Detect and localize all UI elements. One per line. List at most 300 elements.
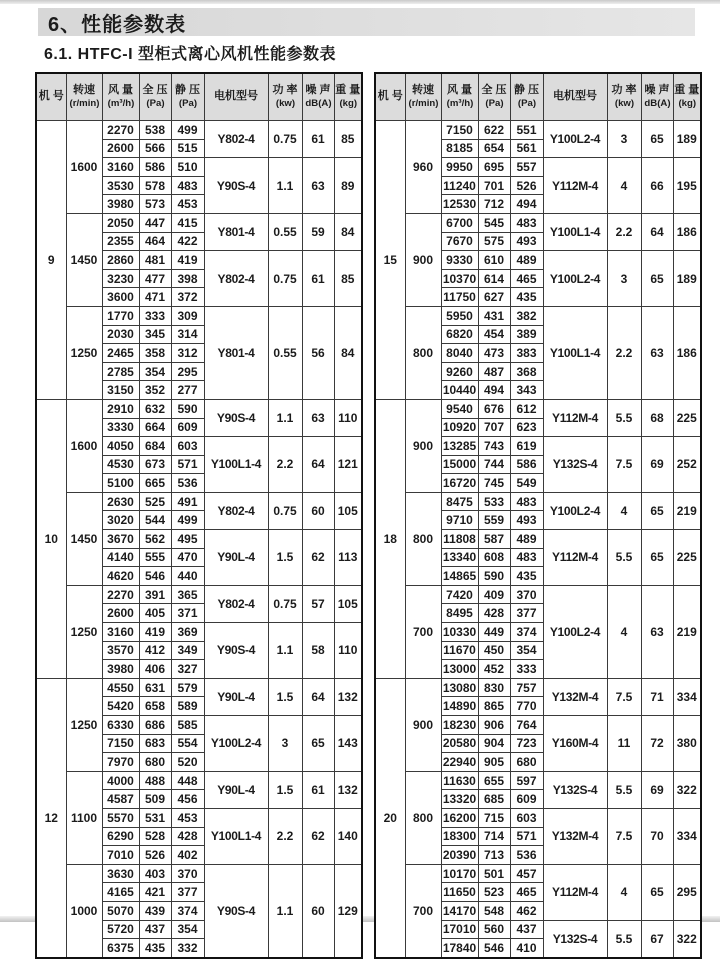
static-pressure-cell: 493	[510, 232, 543, 251]
total-pressure-cell: 680	[139, 753, 171, 772]
table-row	[36, 121, 362, 140]
static-pressure-cell: 603	[510, 808, 543, 827]
total-pressure-cell: 614	[478, 269, 510, 288]
total-pressure-cell: 435	[139, 939, 171, 958]
weight-cell: 129	[334, 864, 362, 957]
speed-cell: 800	[405, 771, 441, 864]
total-pressure-cell: 538	[139, 121, 171, 140]
total-pressure-cell: 523	[478, 883, 510, 902]
airflow-cell: 2860	[102, 251, 139, 270]
airflow-cell: 14170	[441, 901, 478, 920]
static-pressure-cell: 489	[510, 530, 543, 549]
static-pressure-cell: 295	[171, 362, 204, 381]
power-cell: 2.2	[607, 306, 641, 399]
airflow-cell: 11630	[441, 771, 478, 790]
speed-cell: 1600	[66, 121, 102, 214]
total-pressure-cell: 391	[139, 585, 171, 604]
weight-cell: 132	[334, 678, 362, 715]
airflow-cell: 10170	[441, 864, 478, 883]
static-pressure-cell: 354	[510, 641, 543, 660]
power-cell: 1.5	[268, 530, 302, 586]
airflow-cell: 2030	[102, 325, 139, 344]
static-pressure-cell: 585	[171, 716, 204, 735]
motor-model-cell: Y90L-4	[204, 771, 268, 808]
static-pressure-cell: 489	[510, 251, 543, 270]
noise-cell: 65	[641, 530, 673, 586]
table-body-left	[36, 121, 362, 958]
weight-cell: 105	[334, 585, 362, 622]
weight-cell: 143	[334, 716, 362, 772]
static-pressure-cell: 372	[171, 288, 204, 307]
noise-cell: 68	[641, 399, 673, 436]
power-cell: 11	[607, 716, 641, 772]
total-pressure-cell: 590	[478, 567, 510, 586]
static-pressure-cell: 435	[510, 288, 543, 307]
weight-cell: 132	[334, 771, 362, 808]
airflow-cell: 3980	[102, 195, 139, 214]
table-row	[375, 492, 701, 511]
motor-model-cell: Y112M-4	[543, 399, 607, 436]
total-pressure-cell: 454	[478, 325, 510, 344]
static-pressure-cell: 327	[171, 660, 204, 679]
static-pressure-cell: 526	[510, 176, 543, 195]
col-header-airflow: 风 量 (m³/h)	[441, 73, 478, 121]
static-pressure-cell: 494	[510, 195, 543, 214]
total-pressure-cell: 830	[478, 678, 510, 697]
power-cell: 4	[607, 585, 641, 678]
power-cell: 4	[607, 864, 641, 920]
power-cell: 2.2	[268, 808, 302, 864]
airflow-cell: 3020	[102, 511, 139, 530]
col-header-machine-no: 机 号	[375, 73, 405, 121]
power-cell: 1.5	[268, 771, 302, 808]
static-pressure-cell: 536	[510, 846, 543, 865]
static-pressure-cell: 314	[171, 325, 204, 344]
static-pressure-cell: 453	[171, 808, 204, 827]
static-pressure-cell: 536	[171, 474, 204, 493]
total-pressure-cell: 715	[478, 808, 510, 827]
total-pressure-cell: 683	[139, 734, 171, 753]
header-row	[36, 73, 362, 121]
total-pressure-cell: 352	[139, 381, 171, 400]
total-pressure-cell: 587	[478, 530, 510, 549]
table-row	[375, 585, 701, 604]
table-row	[36, 771, 362, 790]
motor-model-cell: Y802-4	[204, 585, 268, 622]
table-row	[375, 678, 701, 697]
static-pressure-cell: 349	[171, 641, 204, 660]
power-cell: 0.75	[268, 492, 302, 529]
static-pressure-cell: 470	[171, 548, 204, 567]
static-pressure-cell: 415	[171, 213, 204, 232]
weight-cell: 121	[334, 437, 362, 493]
static-pressure-cell: 499	[171, 511, 204, 530]
airflow-cell: 22940	[441, 753, 478, 772]
speed-cell: 900	[405, 678, 441, 771]
total-pressure-cell: 525	[139, 492, 171, 511]
total-pressure-cell: 555	[139, 548, 171, 567]
total-pressure-cell: 531	[139, 808, 171, 827]
total-pressure-cell: 658	[139, 697, 171, 716]
airflow-cell: 2050	[102, 213, 139, 232]
airflow-cell: 6330	[102, 716, 139, 735]
static-pressure-cell: 561	[510, 139, 543, 158]
total-pressure-cell: 673	[139, 455, 171, 474]
power-cell: 1.5	[268, 678, 302, 715]
machine-no-cell: 18	[375, 399, 405, 678]
motor-model-cell: Y100L2-4	[543, 251, 607, 307]
power-cell: 5.5	[607, 530, 641, 586]
total-pressure-cell: 686	[139, 716, 171, 735]
total-pressure-cell: 575	[478, 232, 510, 251]
total-pressure-cell: 421	[139, 883, 171, 902]
airflow-cell: 6820	[441, 325, 478, 344]
total-pressure-cell: 412	[139, 641, 171, 660]
total-pressure-cell: 707	[478, 418, 510, 437]
power-cell: 5.5	[607, 399, 641, 436]
static-pressure-cell: 483	[171, 176, 204, 195]
airflow-cell: 4000	[102, 771, 139, 790]
total-pressure-cell: 610	[478, 251, 510, 270]
airflow-cell: 3980	[102, 660, 139, 679]
airflow-cell: 8495	[441, 604, 478, 623]
motor-model-cell: Y90L-4	[204, 530, 268, 586]
static-pressure-cell: 383	[510, 344, 543, 363]
power-cell: 5.5	[607, 920, 641, 958]
airflow-cell: 4620	[102, 567, 139, 586]
weight-cell: 85	[334, 251, 362, 307]
weight-cell: 252	[673, 437, 701, 493]
static-pressure-cell: 457	[510, 864, 543, 883]
table-row	[36, 213, 362, 232]
total-pressure-cell: 546	[478, 939, 510, 958]
power-cell: 1.1	[268, 623, 302, 679]
static-pressure-cell: 609	[510, 790, 543, 809]
speed-cell: 900	[405, 399, 441, 492]
static-pressure-cell: 377	[171, 883, 204, 902]
motor-model-cell: Y100L1-4	[543, 306, 607, 399]
static-pressure-cell: 368	[510, 362, 543, 381]
static-pressure-cell: 764	[510, 716, 543, 735]
motor-model-cell: Y100L2-4	[204, 716, 268, 772]
col-header-airflow: 风 量 (m³/h)	[102, 73, 139, 121]
noise-cell: 57	[302, 585, 334, 622]
airflow-cell: 7670	[441, 232, 478, 251]
total-pressure-cell: 501	[478, 864, 510, 883]
static-pressure-cell: 369	[171, 623, 204, 642]
total-pressure-cell: 449	[478, 623, 510, 642]
airflow-cell: 2630	[102, 492, 139, 511]
static-pressure-cell: 603	[171, 437, 204, 456]
total-pressure-cell: 684	[139, 437, 171, 456]
static-pressure-cell: 422	[171, 232, 204, 251]
total-pressure-cell: 481	[139, 251, 171, 270]
static-pressure-cell: 453	[171, 195, 204, 214]
static-pressure-cell: 757	[510, 678, 543, 697]
static-pressure-cell: 483	[510, 492, 543, 511]
static-pressure-cell: 557	[510, 158, 543, 177]
power-cell: 1.1	[268, 158, 302, 214]
total-pressure-cell: 528	[139, 827, 171, 846]
noise-cell: 70	[641, 808, 673, 864]
static-pressure-cell: 495	[171, 530, 204, 549]
noise-cell: 58	[302, 623, 334, 679]
motor-model-cell: Y801-4	[204, 306, 268, 399]
total-pressure-cell: 544	[139, 511, 171, 530]
total-pressure-cell: 906	[478, 716, 510, 735]
speed-cell: 700	[405, 585, 441, 678]
airflow-cell: 4165	[102, 883, 139, 902]
power-cell: 0.75	[268, 121, 302, 158]
static-pressure-cell: 428	[171, 827, 204, 846]
motor-model-cell: Y100L1-4	[204, 437, 268, 493]
table-row	[375, 306, 701, 325]
airflow-cell: 8475	[441, 492, 478, 511]
airflow-cell: 4530	[102, 455, 139, 474]
noise-cell: 63	[302, 399, 334, 436]
total-pressure-cell: 333	[139, 306, 171, 325]
noise-cell: 65	[641, 251, 673, 307]
col-header-total-pressure: 全 压 (Pa)	[478, 73, 510, 121]
total-pressure-cell: 578	[139, 176, 171, 195]
total-pressure-cell: 345	[139, 325, 171, 344]
total-pressure-cell: 526	[139, 846, 171, 865]
noise-cell: 69	[641, 437, 673, 493]
motor-model-cell: Y112M-4	[543, 530, 607, 586]
static-pressure-cell: 440	[171, 567, 204, 586]
static-pressure-cell: 609	[171, 418, 204, 437]
static-pressure-cell: 371	[171, 604, 204, 623]
airflow-cell: 17010	[441, 920, 478, 939]
noise-cell: 63	[641, 585, 673, 678]
col-header-motor-model: 电机型号	[543, 73, 607, 121]
col-header-power: 功 率 (kw)	[268, 73, 302, 121]
table-subtitle: 6.1. HTFC-I 型柜式离心风机性能参数表	[44, 46, 337, 63]
motor-model-cell: Y802-4	[204, 251, 268, 307]
noise-cell: 62	[302, 808, 334, 864]
static-pressure-cell: 612	[510, 399, 543, 418]
weight-cell: 84	[334, 213, 362, 250]
static-pressure-cell: 309	[171, 306, 204, 325]
noise-cell: 61	[302, 771, 334, 808]
static-pressure-cell: 277	[171, 381, 204, 400]
col-header-power: 功 率 (kw)	[607, 73, 641, 121]
airflow-cell: 3230	[102, 269, 139, 288]
power-cell: 4	[607, 158, 641, 214]
noise-cell: 64	[641, 213, 673, 250]
total-pressure-cell: 428	[478, 604, 510, 623]
noise-cell: 63	[641, 306, 673, 399]
table-body-right	[375, 121, 701, 958]
weight-cell: 380	[673, 716, 701, 772]
weight-cell: 219	[673, 492, 701, 529]
total-pressure-cell: 509	[139, 790, 171, 809]
airflow-cell: 14890	[441, 697, 478, 716]
total-pressure-cell: 419	[139, 623, 171, 642]
total-pressure-cell: 450	[478, 641, 510, 660]
static-pressure-cell: 586	[510, 455, 543, 474]
page-edge-top	[0, 0, 720, 4]
total-pressure-cell: 405	[139, 604, 171, 623]
airflow-cell: 3150	[102, 381, 139, 400]
total-pressure-cell: 560	[478, 920, 510, 939]
static-pressure-cell: 343	[510, 381, 543, 400]
motor-model-cell: Y132S-4	[543, 437, 607, 493]
weight-cell: 113	[334, 530, 362, 586]
weight-cell: 105	[334, 492, 362, 529]
col-header-total-pressure: 全 压 (Pa)	[139, 73, 171, 121]
static-pressure-cell: 456	[171, 790, 204, 809]
static-pressure-cell: 549	[510, 474, 543, 493]
table-row	[375, 864, 701, 883]
static-pressure-cell: 448	[171, 771, 204, 790]
noise-cell: 72	[641, 716, 673, 772]
static-pressure-cell: 389	[510, 325, 543, 344]
power-cell: 3	[268, 716, 302, 772]
total-pressure-cell: 573	[139, 195, 171, 214]
noise-cell: 62	[302, 530, 334, 586]
col-header-static-pressure: 静 压 (Pa)	[510, 73, 543, 121]
col-header-noise: 噪 声 dB(A)	[641, 73, 673, 121]
total-pressure-cell: 713	[478, 846, 510, 865]
airflow-cell: 16200	[441, 808, 478, 827]
airflow-cell: 3330	[102, 418, 139, 437]
total-pressure-cell: 471	[139, 288, 171, 307]
airflow-cell: 14865	[441, 567, 478, 586]
airflow-cell: 5570	[102, 808, 139, 827]
noise-cell: 59	[302, 213, 334, 250]
airflow-cell: 10920	[441, 418, 478, 437]
noise-cell: 67	[641, 920, 673, 958]
airflow-cell: 2600	[102, 604, 139, 623]
total-pressure-cell: 439	[139, 901, 171, 920]
total-pressure-cell: 712	[478, 195, 510, 214]
power-cell: 0.75	[268, 251, 302, 307]
airflow-cell: 7970	[102, 753, 139, 772]
total-pressure-cell: 695	[478, 158, 510, 177]
airflow-cell: 11808	[441, 530, 478, 549]
total-pressure-cell: 473	[478, 344, 510, 363]
static-pressure-cell: 499	[171, 121, 204, 140]
col-header-weight: 重 量 (kg)	[334, 73, 362, 121]
total-pressure-cell: 905	[478, 753, 510, 772]
power-cell: 3	[607, 251, 641, 307]
speed-cell: 1250	[66, 678, 102, 771]
airflow-cell: 1770	[102, 306, 139, 325]
noise-cell: 64	[302, 678, 334, 715]
power-cell: 4	[607, 492, 641, 529]
airflow-cell: 13340	[441, 548, 478, 567]
airflow-cell: 2465	[102, 344, 139, 363]
airflow-cell: 15000	[441, 455, 478, 474]
weight-cell: 84	[334, 306, 362, 399]
weight-cell: 334	[673, 808, 701, 864]
airflow-cell: 2600	[102, 139, 139, 158]
airflow-cell: 3630	[102, 864, 139, 883]
speed-cell: 700	[405, 864, 441, 957]
motor-model-cell: Y90S-4	[204, 623, 268, 679]
static-pressure-cell: 374	[510, 623, 543, 642]
table-row	[375, 771, 701, 790]
noise-cell: 71	[641, 678, 673, 715]
total-pressure-cell: 676	[478, 399, 510, 418]
static-pressure-cell: 370	[171, 864, 204, 883]
col-header-weight: 重 量 (kg)	[673, 73, 701, 121]
airflow-cell: 8040	[441, 344, 478, 363]
total-pressure-cell: 566	[139, 139, 171, 158]
weight-cell: 322	[673, 771, 701, 808]
motor-model-cell: Y132M-4	[543, 678, 607, 715]
airflow-cell: 9950	[441, 158, 478, 177]
airflow-cell: 8185	[441, 139, 478, 158]
motor-model-cell: Y802-4	[204, 121, 268, 158]
total-pressure-cell: 488	[139, 771, 171, 790]
total-pressure-cell: 354	[139, 362, 171, 381]
motor-model-cell: Y100L2-4	[543, 121, 607, 158]
noise-cell: 56	[302, 306, 334, 399]
weight-cell: 140	[334, 808, 362, 864]
total-pressure-cell: 664	[139, 418, 171, 437]
static-pressure-cell: 410	[510, 939, 543, 958]
static-pressure-cell: 571	[510, 827, 543, 846]
airflow-cell: 5950	[441, 306, 478, 325]
static-pressure-cell: 365	[171, 585, 204, 604]
table-row	[36, 306, 362, 325]
airflow-cell: 2270	[102, 585, 139, 604]
motor-model-cell: Y100L2-4	[543, 492, 607, 529]
weight-cell: 334	[673, 678, 701, 715]
speed-cell: 800	[405, 306, 441, 399]
motor-model-cell: Y802-4	[204, 492, 268, 529]
airflow-cell: 9710	[441, 511, 478, 530]
airflow-cell: 2355	[102, 232, 139, 251]
airflow-cell: 9330	[441, 251, 478, 270]
speed-cell: 1100	[66, 771, 102, 864]
total-pressure-cell: 403	[139, 864, 171, 883]
power-cell: 7.5	[607, 437, 641, 493]
motor-model-cell: Y801-4	[204, 213, 268, 250]
weight-cell: 186	[673, 306, 701, 399]
weight-cell: 322	[673, 920, 701, 958]
airflow-cell: 7150	[102, 734, 139, 753]
motor-model-cell: Y132M-4	[543, 808, 607, 864]
motor-model-cell: Y132S-4	[543, 771, 607, 808]
total-pressure-cell: 665	[139, 474, 171, 493]
airflow-cell: 7150	[441, 121, 478, 140]
noise-cell: 65	[302, 716, 334, 772]
total-pressure-cell: 545	[478, 213, 510, 232]
noise-cell: 60	[302, 864, 334, 957]
airflow-cell: 12530	[441, 195, 478, 214]
static-pressure-cell: 483	[510, 213, 543, 232]
airflow-cell: 13000	[441, 660, 478, 679]
weight-cell: 295	[673, 864, 701, 920]
header-row	[375, 73, 701, 121]
airflow-cell: 20390	[441, 846, 478, 865]
total-pressure-cell: 409	[478, 585, 510, 604]
airflow-cell: 20580	[441, 734, 478, 753]
total-pressure-cell: 431	[478, 306, 510, 325]
total-pressure-cell: 632	[139, 399, 171, 418]
table-row	[375, 399, 701, 418]
power-cell: 0.55	[268, 213, 302, 250]
total-pressure-cell: 358	[139, 344, 171, 363]
speed-cell: 800	[405, 492, 441, 585]
airflow-cell: 13320	[441, 790, 478, 809]
machine-no-cell: 10	[36, 399, 66, 678]
total-pressure-cell: 714	[478, 827, 510, 846]
airflow-cell: 7420	[441, 585, 478, 604]
